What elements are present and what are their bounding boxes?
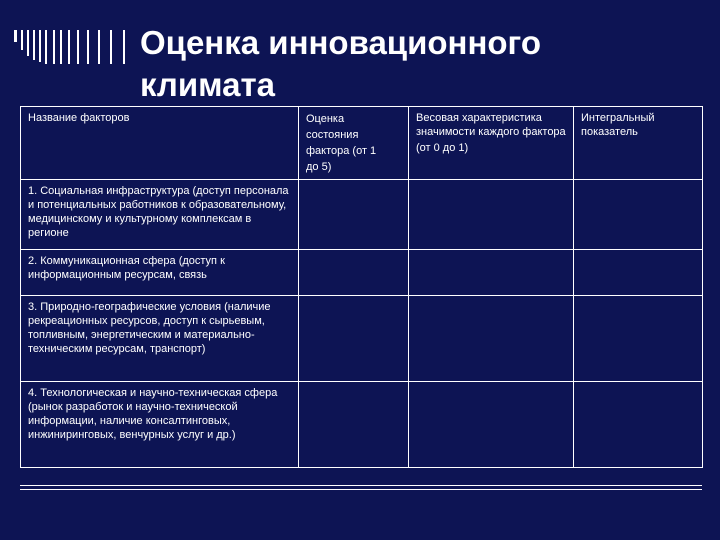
integral-cell[interactable] <box>574 180 703 250</box>
table-row <box>21 250 703 296</box>
weight-cell[interactable] <box>409 250 574 296</box>
rating-cell[interactable] <box>299 382 409 468</box>
factor-cell: 3. Природно-географические условия (наличие рекреационных ресурсов, доступ к сырьевым, топливным, энергетическим и материально-техническим ресурсам, транспорт) <box>21 296 299 382</box>
integral-cell[interactable] <box>574 382 703 468</box>
title-line-2: климата <box>140 66 276 103</box>
divider-line-top <box>20 485 702 486</box>
table-row <box>21 296 703 382</box>
divider-line-bottom <box>20 489 702 490</box>
page-title <box>140 22 700 106</box>
factor-cell: 1. Социальная инфраструктура (доступ персонала и потенциальных работников к образовательному, медицинскому и культурному комплексам в регионе <box>21 180 299 250</box>
rating-cell[interactable] <box>299 180 409 250</box>
integral-cell[interactable] <box>574 296 703 382</box>
rating-cell[interactable] <box>299 250 409 296</box>
factors-table <box>20 106 703 468</box>
factor-cell: 2. Коммуникационная сфера (доступ к информационным ресурсам, связь <box>21 250 299 296</box>
header-weight: Весовая характеристика значимости каждого фактора (от 0 до 1) <box>409 107 574 180</box>
table-row <box>21 180 703 250</box>
table-row <box>21 382 703 468</box>
title-line-1: Оценка инновационного <box>140 24 542 61</box>
rating-cell[interactable] <box>299 296 409 382</box>
header-factor-name: Название факторов <box>21 107 299 180</box>
integral-cell[interactable] <box>574 250 703 296</box>
weight-cell[interactable] <box>409 382 574 468</box>
table-header-row <box>21 107 703 180</box>
header-integral: Интегральный показатель <box>574 107 703 180</box>
weight-cell[interactable] <box>409 296 574 382</box>
decorative-bars <box>14 30 132 64</box>
header-rating: Оценка состояния фактора (от 1 до 5) <box>299 107 409 180</box>
factor-cell: 4. Технологическая и научно-техническая сфера (рынок разработок и научно-технической информации, наличие консалтинговых, инжиниринговых, венчурных услуг и др.) <box>21 382 299 468</box>
weight-cell[interactable] <box>409 180 574 250</box>
